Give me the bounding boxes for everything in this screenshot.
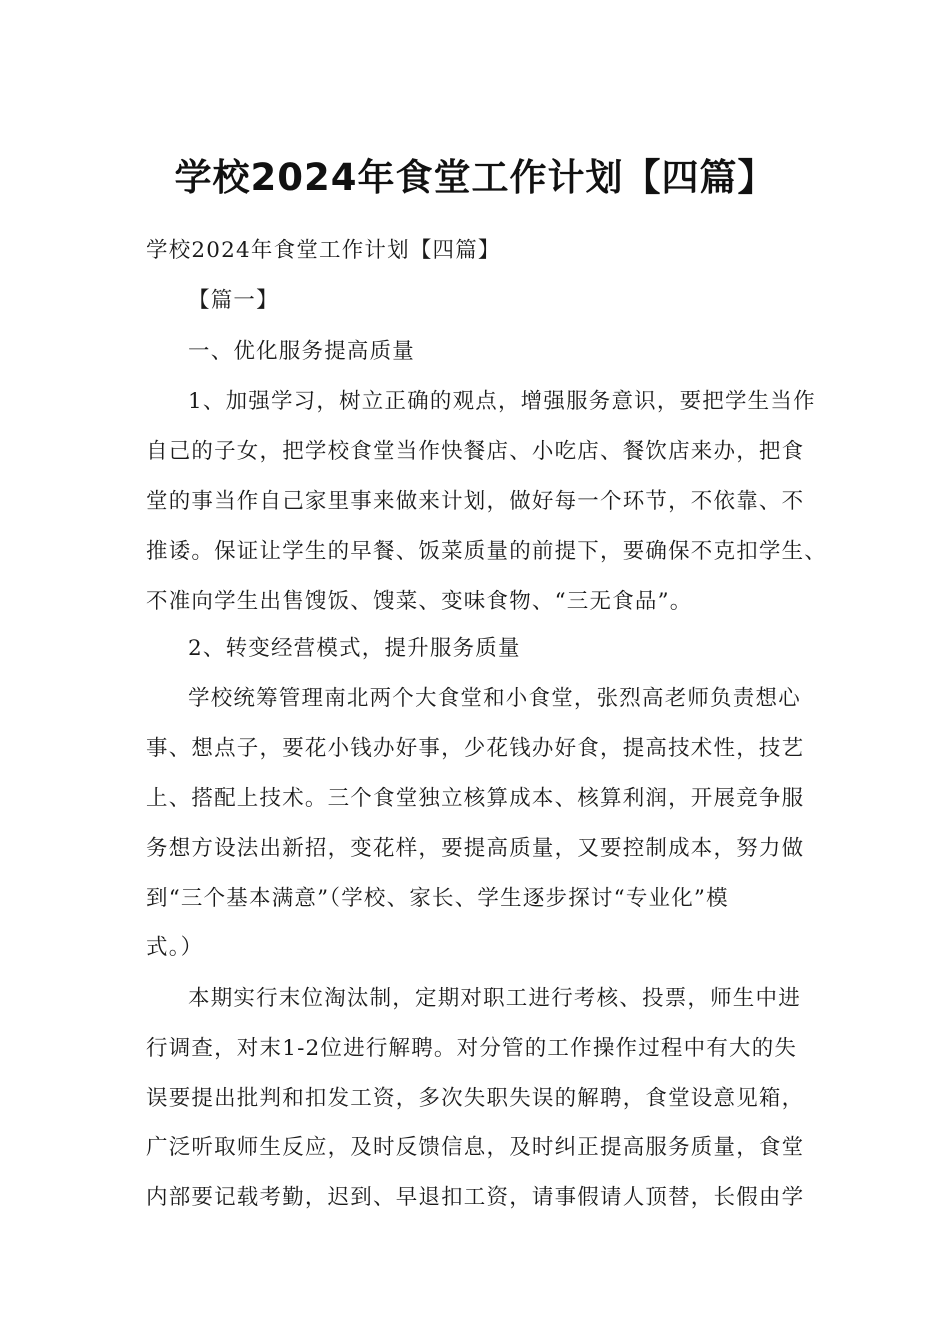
paragraph-line: 到“三个基本满意”（学校、家长、学生逐步探讨“专业化”模 — [146, 886, 729, 911]
paragraph-line: 堂的事当作自己家里事来做来计划，做好每一个环节，不依靠、不 — [146, 489, 805, 514]
paragraph-line: 广泛听取师生反应，及时反馈信息，及时纠正提高服务质量，食堂 — [146, 1135, 805, 1160]
paragraph-line: 学校统筹管理南北两个大食堂和小食堂，张烈高老师负责想心 — [188, 686, 801, 711]
paragraph-line: 不准向学生出售馊饭、馊菜、变味食物、“三无食品”。 — [146, 589, 693, 614]
paragraph-line: 1、加强学习，树立正确的观点，增强服务意识，要把学生当作 — [188, 389, 816, 414]
page-title: 学校2024年食堂工作计划【四篇】 — [174, 155, 776, 199]
paragraph-line: 式。） — [146, 935, 204, 960]
subsection-heading: 2、转变经营模式，提升服务质量 — [188, 636, 521, 661]
paragraph-line: 内部要记载考勤，迟到、早退扣工资，请事假请人顶替，长假由学 — [146, 1185, 805, 1210]
paragraph-line: 自己的子女，把学校食堂当作快餐店、小吃店、餐饮店来办，把食 — [146, 439, 805, 464]
section-heading: 【篇一】 — [188, 288, 279, 313]
paragraph-line: 本期实行末位淘汰制，定期对职工进行考核、投票，师生中进 — [188, 986, 801, 1011]
paragraph-line: 事、想点子，要花小钱办好事，少花钱办好食，提高技术性，技艺 — [146, 736, 805, 761]
paragraph-line: 上、搭配上技术。三个食堂独立核算成本、核算利润，开展竞争服 — [146, 786, 805, 811]
paragraph-line: 务想方设法出新招，变花样，要提高质量，又要控制成本，努力做 — [146, 836, 805, 861]
paragraph-line: 行调查，对末1-2位进行解聘。对分管的工作操作过程中有大的失 — [146, 1036, 798, 1061]
document-subtitle: 学校2024年食堂工作计划【四篇】 — [146, 238, 501, 263]
subsection-heading: 一、优化服务提高质量 — [188, 339, 416, 364]
paragraph-line: 误要提出批判和扣发工资，多次失职失误的解聘，食堂设意见箱， — [146, 1086, 805, 1111]
paragraph-line: 推诿。保证让学生的早餐、饭菜质量的前提下，要确保不克扣学生、 — [146, 539, 828, 564]
